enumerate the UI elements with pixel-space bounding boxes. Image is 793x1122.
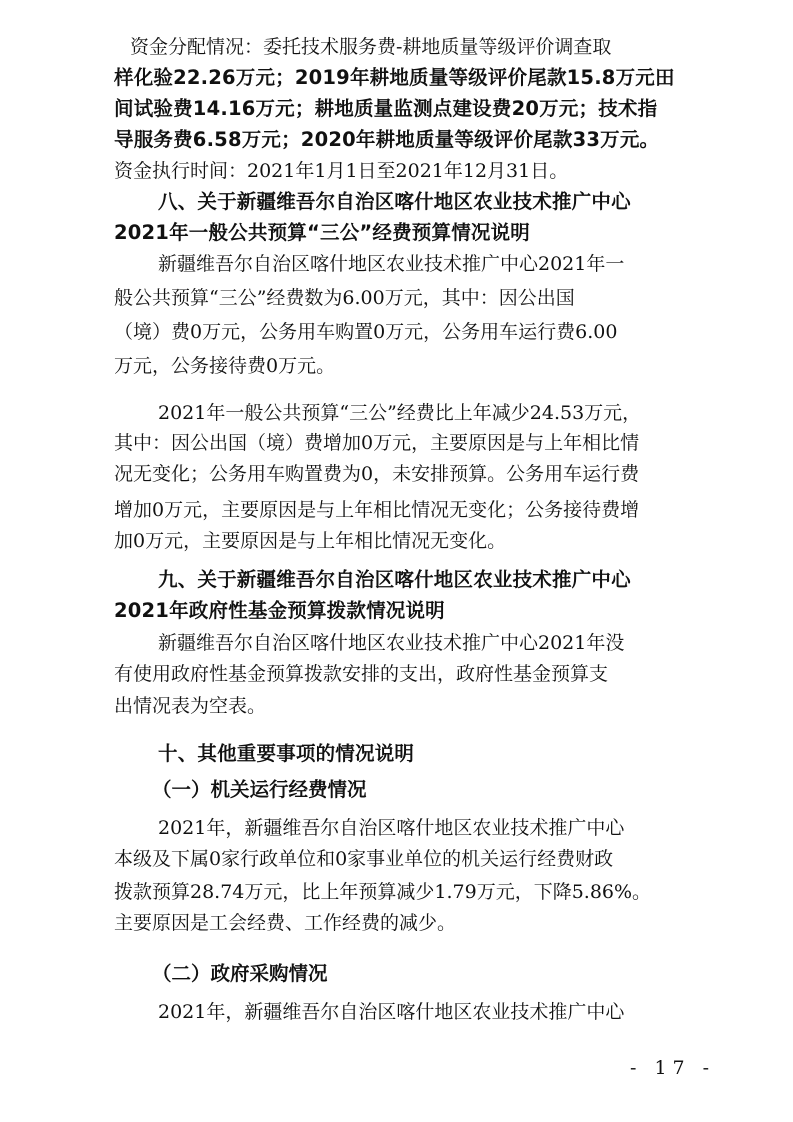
- funds-line-3: 间试验费14.16万元；耕地质量监测点建设费20万元；技术指: [114, 97, 658, 120]
- section10-sub1-p1-line-2: 本级及下属0家行政单位和0家事业单位的机关运行经费财政: [114, 848, 614, 870]
- section8-p1-line-3: （境）费0万元，公务用车购置0万元，公务用车运行费6.00: [114, 321, 618, 343]
- funds-line-4: 导服务费6.58万元；2020年耕地质量等级评价尾款33万元。: [114, 128, 660, 151]
- section8-heading-line-1: 八、关于新疆维吾尔自治区喀什地区农业技术推广中心: [158, 190, 631, 213]
- section10-sub2-p1-line-1: 2021年，新疆维吾尔自治区喀什地区农业技术推广中心: [158, 1001, 625, 1023]
- section8-p2-line-3: 况无变化；公务用车购置费为0，未安排预算。公务用车运行费: [114, 463, 640, 485]
- section10-sub1-p1-line-4: 主要原因是工会经费、工作经费的减少。: [114, 912, 457, 934]
- page-number: - 17 -: [630, 1057, 716, 1079]
- section9-p1-line-2: 有使用政府性基金预算拨款安排的支出，政府性基金预算支: [114, 663, 609, 685]
- section8-p2-line-1: 2021年一般公共预算“三公”经费比上年减少24.53万元，: [158, 402, 642, 424]
- section10-sub2-heading: （二）政府采购情况: [152, 962, 328, 985]
- section9-heading-line-1: 九、关于新疆维吾尔自治区喀什地区农业技术推广中心: [158, 568, 631, 591]
- funds-label: 资金分配情况：委托技术服务费-耕地质量等级评价调查取: [130, 36, 612, 58]
- section9-heading-line-2: 2021年政府性基金预算拨款情况说明: [114, 599, 445, 622]
- section8-p1-line-2: 般公共预算“三公”经费数为6.00万元，其中：因公出国: [114, 287, 575, 309]
- section8-p2-line-5: 加0万元，主要原因是与上年相比情况无变化。: [114, 530, 507, 552]
- section8-p2-line-4: 增加0万元，主要原因是与上年相比情况无变化；公务接待费增: [114, 499, 640, 521]
- section10-sub1-heading: （一）机关运行经费情况: [152, 778, 367, 801]
- section10-sub1-p1-line-3: 拨款预算28.74万元，比上年预算减少1.79万元，下降5.86%。: [114, 881, 652, 903]
- section10-heading: 十、其他重要事项的情况说明: [158, 742, 415, 765]
- section8-heading-line-2: 2021年一般公共预算“三公”经费预算情况说明: [114, 221, 531, 244]
- section8-p1-line-4: 万元，公务接待费0万元。: [114, 355, 336, 377]
- funds-time: 资金执行时间：2021年1月1日至2021年12月31日。: [114, 160, 569, 182]
- section9-p1-line-3: 出情况表为空表。: [114, 695, 267, 717]
- funds-line-2: 样化验22.26万元；2019年耕地质量等级评价尾款15.8万元田: [114, 66, 675, 89]
- section8-p1-line-1: 新疆维吾尔自治区喀什地区农业技术推广中心2021年一: [158, 253, 625, 275]
- funds-line-1: [130, 33, 611, 61]
- section9-p1-line-1: 新疆维吾尔自治区喀什地区农业技术推广中心2021年没: [158, 632, 625, 654]
- section8-p2-line-2: 其中：因公出国（境）费增加0万元，主要原因是与上年相比情: [114, 432, 640, 454]
- section10-sub1-p1-line-1: 2021年，新疆维吾尔自治区喀什地区农业技术推广中心: [158, 817, 625, 839]
